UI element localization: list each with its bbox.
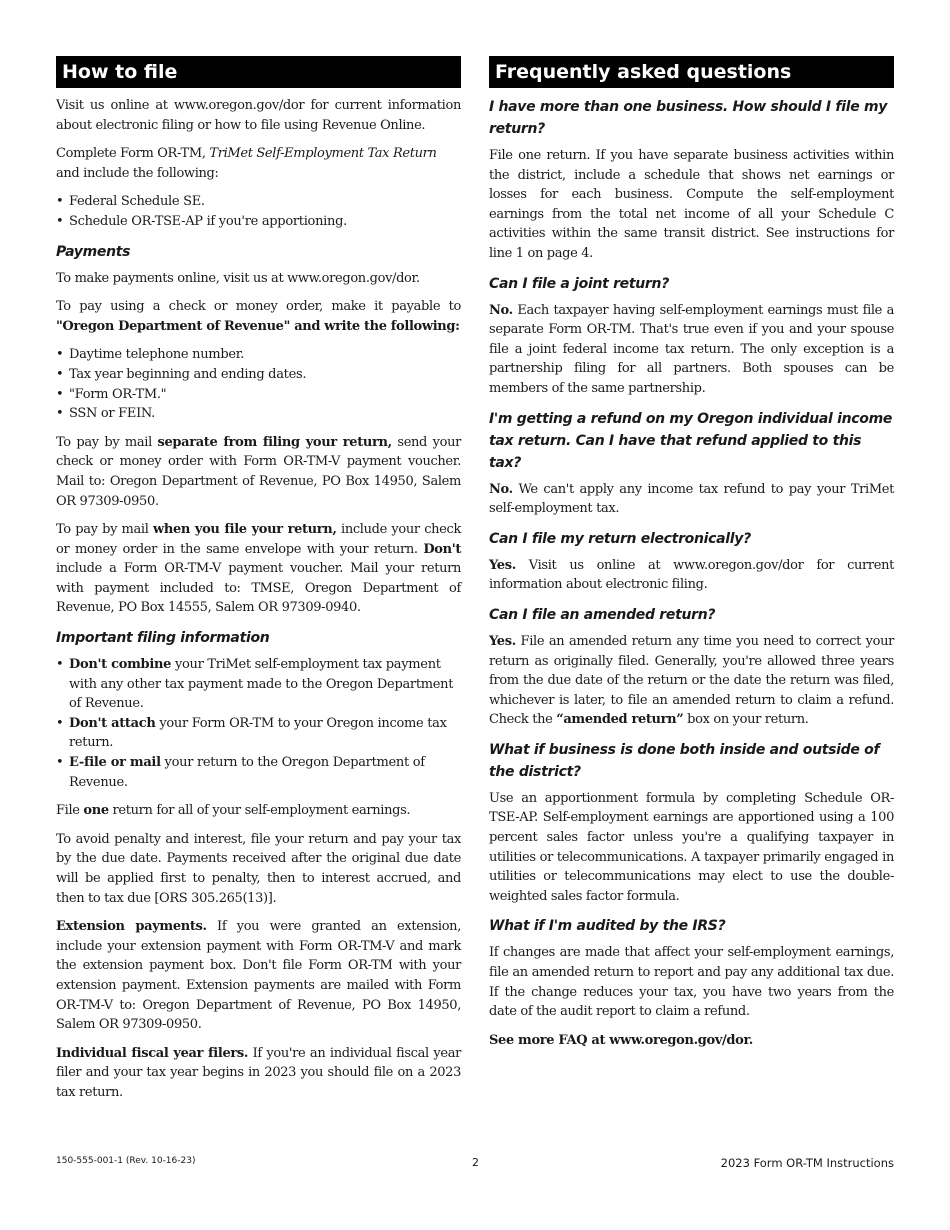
fiscal-bold: Individual fiscal year filers. [56, 1045, 249, 1061]
answer-text: Visit us online at www.oregon.gov/dor for current information about electronic filing. [489, 557, 894, 593]
answer-text: We can't apply any income tax refund to pay your TriMet self-employment tax. [489, 481, 894, 517]
list-item [56, 655, 461, 714]
answer-lead: No. [489, 302, 513, 318]
see-more-faq [489, 1031, 894, 1051]
check-list [56, 345, 461, 423]
one-pre: File [56, 803, 84, 819]
mail-with-mid: include your check or money order in the same envelope with your return. [56, 522, 461, 557]
list-item: • Tax year beginning and ending dates. [56, 365, 461, 385]
mail-with-pre: To pay by mail [56, 522, 154, 538]
extension-bold: Extension payments. [56, 919, 207, 935]
item-text: your return to the Oregon Department of Revenue. [69, 755, 425, 790]
mail-with-dont: Don't [423, 541, 461, 557]
include-list [56, 192, 461, 231]
faq-heading: Frequently asked questions [489, 56, 894, 88]
payments-heading: Payments [56, 243, 131, 260]
complete-post: and include the following: [56, 165, 219, 181]
answer-text: Each taxpayer having self-employment earnings must file a separate Form OR-TM. That's true even if you and your spouse file a joint federal income tax return. The only exception is a partnership filing for all partners. Both spouses can be members of the same partnership. [489, 302, 894, 396]
list-item: • Schedule OR-TSE-AP if you're apportioning. [56, 212, 461, 232]
item-bold: Don't combine [69, 657, 172, 673]
item-bold: E-file or mail [69, 755, 161, 771]
list-item [56, 714, 461, 753]
extension-text: If you were granted an extension, include your extension payment with Form OR-TM-V and mark the extension payment box. Don't file Form OR-TM with your extension payment. Extension payments are mailed with Form OR-TM-V to: Oregon Department of Revenue, PO Box 14950, Salem OR 97309-0950. [56, 919, 461, 1033]
faq-question: Can I file an amended return? [489, 606, 716, 623]
faq-answer [489, 632, 894, 730]
mail-sep-bold: separate from filing your return, [157, 434, 392, 450]
faq-answer: File one return. If you have separate business activities within the district, include a schedule that shows net earnings or losses for each business. Compute the self-employment earnings from the total net income of all your Schedule C activities within the same transit district. See instructions for line 1 on page 4. [489, 148, 894, 261]
intro-paragraph: Visit us online at www.oregon.gov/dor for current information about electronic filing or how to file using Revenue Online. [56, 98, 461, 133]
one-post: return for all of your self-employment earnings. [108, 803, 411, 819]
fiscal-paragraph [56, 1044, 461, 1103]
list-item: • SSN or FEIN. [56, 404, 461, 424]
complete-pre: Complete Form OR-TM, [56, 146, 210, 162]
item-text: your Form OR-TM to your Oregon income tax return. [69, 715, 447, 751]
fiscal-text: If you're an individual fiscal year filer and your tax year begins in 2023 you should file on a 2023 tax return. [56, 1045, 461, 1100]
mail-sep-pre: To pay by mail [56, 434, 158, 450]
answer-text: File an amended return any time you need to correct your return as originally filed. Generally, you're allowed three years from the due date of the return or the date the return was filed, whichever is later, to file an amended return to claim a refund. Check the [489, 633, 894, 728]
see-more-text: See more FAQ at www.oregon.gov/dor. [489, 1032, 753, 1048]
payments-online-paragraph: To make payments online, visit us at www.oregon.gov/dor. [56, 270, 420, 286]
faq-answer: If changes are made that affect your self-employment earnings, file an amended return to report and pay any additional tax due. If the change reduces your tax, you have two years from the date of the audit report to claim a refund. [489, 945, 894, 1020]
important-list [56, 655, 461, 792]
faq-answer [489, 556, 894, 595]
answer-lead: Yes. [489, 633, 516, 649]
faq-question: Can I file my return electronically? [489, 530, 751, 547]
faq-answer [489, 480, 894, 519]
faq-answer [489, 301, 894, 399]
list-item: • Federal Schedule SE. [56, 192, 461, 212]
important-heading: Important filing information [56, 630, 270, 647]
extension-paragraph [56, 917, 461, 1035]
check-text: To pay using a check or money order, make it payable to [56, 299, 461, 315]
item-text: your TriMet self-employment tax payment with any other tax payment made to the Oregon Department of Revenue. [69, 657, 454, 712]
faq-question: What if I'm audited by the IRS? [489, 918, 726, 935]
mail-with-bold: when you file your return, [153, 522, 337, 538]
faq-column [489, 56, 894, 1059]
faq-question: I have more than one business. How should I file my return? [489, 99, 888, 137]
form-title: TriMet Self-Employment Tax Return [209, 146, 437, 162]
how-to-file-column [56, 56, 461, 1112]
list-item: • Daytime telephone number. [56, 345, 461, 365]
mail-separate-paragraph [56, 433, 461, 511]
faq-question: Can I file a joint return? [489, 275, 670, 292]
footer-form-number: 150-555-001-1 (Rev. 10-16-23) [56, 1156, 196, 1166]
one-return-paragraph [56, 801, 461, 821]
mail-sep-post: send your check or money order with Form OR-TM-V payment voucher. Mail to: Oregon Department of Revenue, PO Box 14950, Salem OR 97309-0950. [56, 434, 461, 509]
penalty-paragraph: To avoid penalty and interest, file your return and pay your tax by the due date. Payments received after the original due date will be applied first to penalty, then to interest accrued, and then to tax due [ORS 305.265(13)]. [56, 831, 461, 906]
faq-question: What if business is done both inside and outside of the district? [489, 741, 880, 780]
footer-page-number: 2 [472, 1156, 479, 1169]
how-to-file-heading: How to file [56, 56, 461, 88]
answer-bold: “amended return” [556, 712, 684, 728]
answer-lead: No. [489, 481, 513, 497]
check-bold: "Oregon Department of Revenue" and write the following: [56, 318, 460, 334]
mail-with-post: include a Form OR-TM-V payment voucher. Mail your return with payment included to: TMSE, Oregon Department of Revenue, PO Box 14555, Salem OR 97309-0940. [56, 561, 461, 616]
list-item: • "Form OR-TM." [56, 385, 461, 405]
one-bold: one [83, 803, 109, 819]
answer-lead: Yes. [489, 557, 516, 573]
item-bold: Don't attach [69, 715, 156, 731]
list-item [56, 753, 461, 792]
faq-answer: Use an apportionment formula by completing Schedule OR-TSE-AP. Self-employment earnings are apportioned using a 100 percent sales factor unless you're a qualifying taxpayer in utilities or telecommunications. A taxpayer primarily engaged in utilities or telecommunications may elect to use the double-weighted sales factor formula. [489, 790, 894, 904]
complete-form-paragraph [56, 144, 461, 183]
check-paragraph [56, 297, 461, 336]
faq-question: I'm getting a refund on my Oregon individual income tax return. Can I have that refund applied to this tax? [489, 410, 893, 471]
answer-post: box on your return. [683, 712, 809, 728]
footer-title: 2023 Form OR-TM Instructions [720, 1156, 894, 1170]
mail-with-return-paragraph [56, 520, 461, 618]
